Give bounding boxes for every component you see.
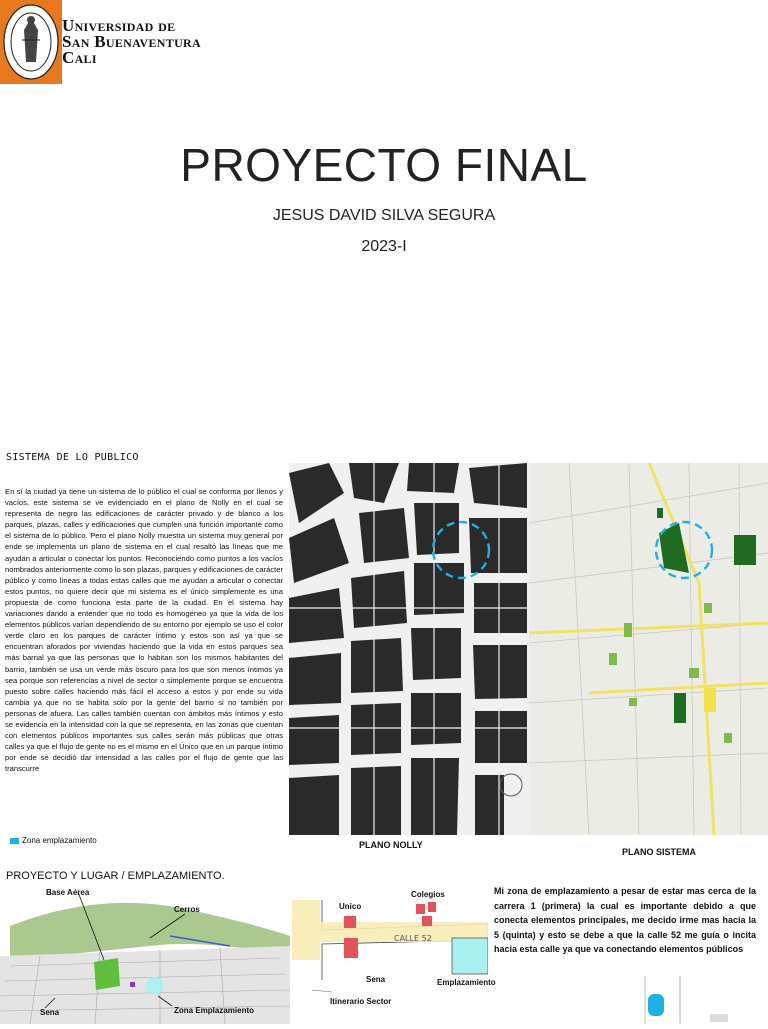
academic-period: 2023-I [361, 238, 407, 255]
section-title-sistema: SISTEMA DE LO PUBLICO [6, 452, 139, 463]
map-label-nolly: PLANO NOLLY [359, 840, 423, 850]
label-sena-left: Sena [40, 1008, 60, 1017]
university-logo [0, 0, 62, 84]
map-label-sistema: PLANO SISTEMA [622, 847, 697, 857]
legend [10, 836, 97, 845]
section-title-emplazamiento: PROYECTO Y LUGAR / EMPLAZAMIENTO. [6, 870, 225, 882]
label-itinerario: Itinerario Sector [330, 997, 392, 1006]
university-line-3: Cali [62, 48, 97, 67]
label-cerros: Cerros [174, 905, 200, 914]
label-base-aerea: Base Aérea [46, 888, 90, 897]
author-name: JESUS DAVID SILVA SEGURA [272, 207, 496, 224]
university-line-2: San Buenaventura [62, 32, 201, 51]
label-emplazamiento: Emplazamiento [437, 978, 496, 987]
section-body-text: En sí la ciudad ya tiene un sistema de lo público el cual se conforma por llenos y vacíos, este sistema se ve evidenciado en el plano de Nolly en el cual se representa de negro las edificaciones de carácter privado y de blanco a los parques, plazas, calles y edificaciones que cumplen una función importante como el sistema de lo público. Pero el plano Nolly muestra un sistema muy general por ende se implementa un plano de sistema en el cual resaltó las líneas que me ayudan a articular o conectar los puntos. Reconociendo como puntos a los vacíos nombrados anteriormente como lo son plazas, parques y edificaciones de carácter público y como líneas a todas estas calles que me ayudan a articular o conectar estos puntos, no quiere decir que mi sistema es el único simplemente es una propuesta de como funciona esta parte de la ciudad. En el sistema hay variaciones dando a entender que no todo es homogéneo ya que la vida de los elementos públicos varían dependiendo de su entorno por ejemplo se uso el color verde claro en los parques de carácter íntimo y estos son así ya que se encuentran aforados por viviendas haciendo que la vida en estos parques sea más barrial ya que las personas que lo habitan son los mismos habitantes del barrio, también se usa un verde más oscuro para los que son menos íntimos ya sea porque son referencias a nivel de sector o simplemente porque se encuentra puesto sobre calles haciendo más fácil el acceso a estos y por ende su vida cambia ya que no se habita solo por la gente del barrio si no también por personas de afuera. Las calles también cuentan con ámbitos más íntimos y esto se evidencia en la intensidad con la que se representa, en las zonas que cuentan con elementos públicos importantes sus calles serán más públicas que otras calles ya que el flujo de gente no es el mismo en el Único que en un parque íntimo por ende se decidió dar intensidad a las calles por el flujo de gente que las transcurre [5, 487, 283, 774]
label-zona-emplazamiento: Zona Emplazamiento [174, 1006, 255, 1015]
seal-icon [0, 0, 62, 84]
page-title: PROYECTO FINAL [180, 139, 588, 191]
label-sena-mid: Sena [366, 975, 386, 984]
university-name [62, 18, 201, 66]
site-detail-sketch [640, 976, 740, 1024]
label-colegios: Colegios [411, 890, 445, 899]
system-map-image [529, 463, 768, 835]
aerial-sketch-image [0, 886, 290, 1024]
label-unico: Unico [339, 902, 362, 911]
university-line-1: Universidad de [62, 16, 176, 35]
nolly-map-image [289, 463, 529, 835]
legend-label: Zona emplazamiento [22, 836, 97, 845]
legend-swatch-icon [10, 838, 19, 844]
label-calle: CALLE 52 [394, 934, 432, 943]
emplazamiento-paragraph: Mi zona de emplazamiento a pesar de estar mas cerca de la carrera 1 (primera) la cual es importante debido a que conecta elementos principales, me decido irme mas hacia la 5 (quinta) y esto se debe a que la calle 52 me guía o incita hacia esta calle ya que va conectando elementos públicos [494, 886, 756, 954]
